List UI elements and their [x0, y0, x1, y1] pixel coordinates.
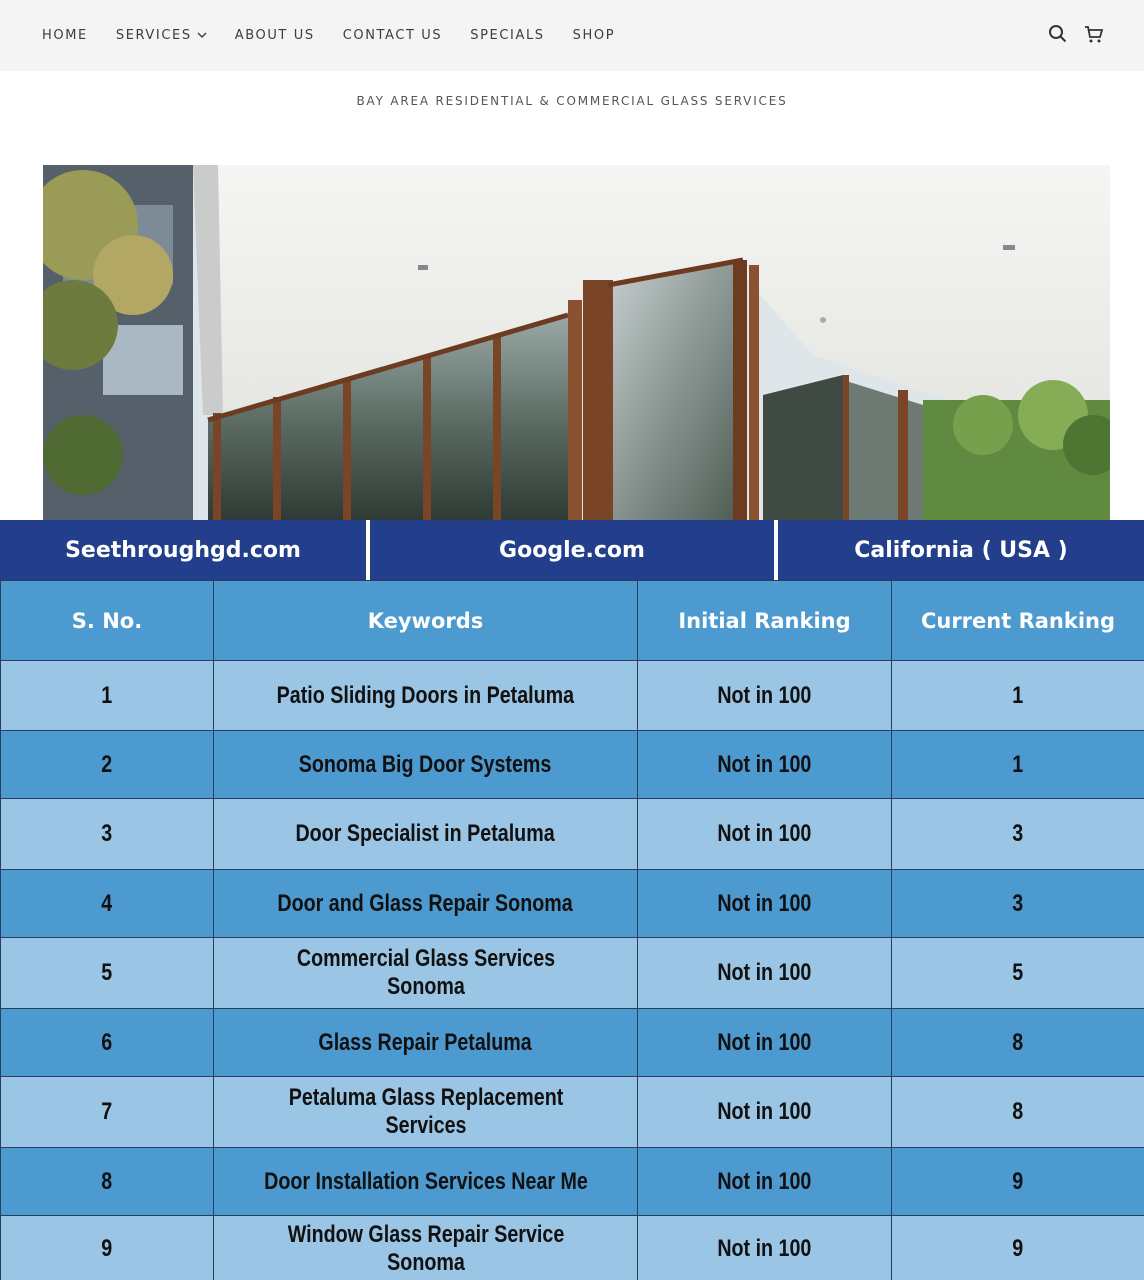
nav-home[interactable]: HOME: [42, 28, 88, 43]
top-nav: [0, 0, 1144, 71]
cell-serial-no: 3: [1, 799, 214, 870]
cell-initial-ranking: Not in 100: [638, 1009, 892, 1077]
cell-initial-ranking: Not in 100: [638, 1216, 892, 1280]
cell-initial-ranking: Not in 100: [638, 661, 892, 731]
table-row: [1, 1216, 1144, 1280]
header-initial-ranking: Initial Ranking: [638, 581, 892, 661]
table-row: [1, 661, 1144, 731]
cell-keyword: Patio Sliding Doors in Petaluma: [214, 661, 638, 731]
nav-shop[interactable]: SHOP: [572, 28, 616, 43]
table-row: [1, 1077, 1144, 1148]
cell-serial-no: 7: [1, 1077, 214, 1148]
cell-serial-no: 8: [1, 1148, 214, 1216]
table-header-row: [1, 581, 1144, 661]
cell-keyword: Door and Glass Repair Sonoma: [214, 870, 638, 938]
strip-search-engine: Google.com: [499, 537, 645, 563]
cell-keyword: Petaluma Glass Replacement Services: [214, 1077, 638, 1148]
cell-serial-no: 2: [1, 731, 214, 799]
nav-contact-us[interactable]: CONTACT US: [342, 28, 443, 43]
tagline: BAY AREA RESIDENTIAL & COMMERCIAL GLASS SERVICES: [356, 94, 788, 108]
cell-serial-no: 4: [1, 870, 214, 938]
cell-current-ranking: 9: [892, 1216, 1144, 1280]
header-keywords: Keywords: [214, 581, 638, 661]
cell-current-ranking: 5: [892, 938, 1144, 1009]
cell-initial-ranking: Not in 100: [638, 1077, 892, 1148]
cell-current-ranking: 1: [892, 661, 1144, 731]
header-current-ranking: Current Ranking: [892, 581, 1144, 661]
nav-icons: [1048, 24, 1104, 44]
nav-links: [42, 28, 643, 43]
ranking-table: [0, 580, 1144, 1280]
cell-initial-ranking: Not in 100: [638, 799, 892, 870]
cell-serial-no: 6: [1, 1009, 214, 1077]
cell-current-ranking: 3: [892, 799, 1144, 870]
cell-current-ranking: 8: [892, 1009, 1144, 1077]
cell-serial-no: 5: [1, 938, 214, 1009]
nav-specials[interactable]: SPECIALS: [470, 28, 545, 43]
cell-serial-no: 9: [1, 1216, 214, 1280]
nav-about-us[interactable]: ABOUT US: [234, 28, 315, 43]
header-serial-no: S. No.: [1, 581, 214, 661]
cell-current-ranking: 1: [892, 731, 1144, 799]
search-icon[interactable]: [1048, 24, 1068, 44]
cell-keyword: Commercial Glass Services Sonoma: [214, 938, 638, 1009]
table-row: [1, 1148, 1144, 1216]
table-row: [1, 1009, 1144, 1077]
cell-keyword: Glass Repair Petaluma: [214, 1009, 638, 1077]
cell-keyword: Window Glass Repair Service Sonoma: [214, 1216, 638, 1280]
info-strip: [0, 520, 1144, 580]
hero-image: [43, 165, 1110, 521]
cell-keyword: Sonoma Big Door Systems: [214, 731, 638, 799]
cell-initial-ranking: Not in 100: [638, 1148, 892, 1216]
cell-current-ranking: 3: [892, 870, 1144, 938]
strip-website: Seethroughgd.com: [65, 537, 301, 563]
cell-initial-ranking: Not in 100: [638, 938, 892, 1009]
chevron-down-icon: [197, 32, 207, 39]
cell-initial-ranking: Not in 100: [638, 731, 892, 799]
cell-serial-no: 1: [1, 661, 214, 731]
table-row: [1, 731, 1144, 799]
table-row: [1, 799, 1144, 870]
cart-icon[interactable]: [1084, 24, 1104, 44]
strip-location: California ( USA ): [854, 537, 1068, 563]
cell-initial-ranking: Not in 100: [638, 870, 892, 938]
cell-keyword: Door Installation Services Near Me: [214, 1148, 638, 1216]
table-row: [1, 938, 1144, 1009]
nav-services-label: SERVICES: [115, 28, 192, 43]
cell-current-ranking: 9: [892, 1148, 1144, 1216]
table-row: [1, 870, 1144, 938]
nav-services[interactable]: [116, 28, 207, 43]
cell-keyword: Door Specialist in Petaluma: [214, 799, 638, 870]
cell-current-ranking: 8: [892, 1077, 1144, 1148]
